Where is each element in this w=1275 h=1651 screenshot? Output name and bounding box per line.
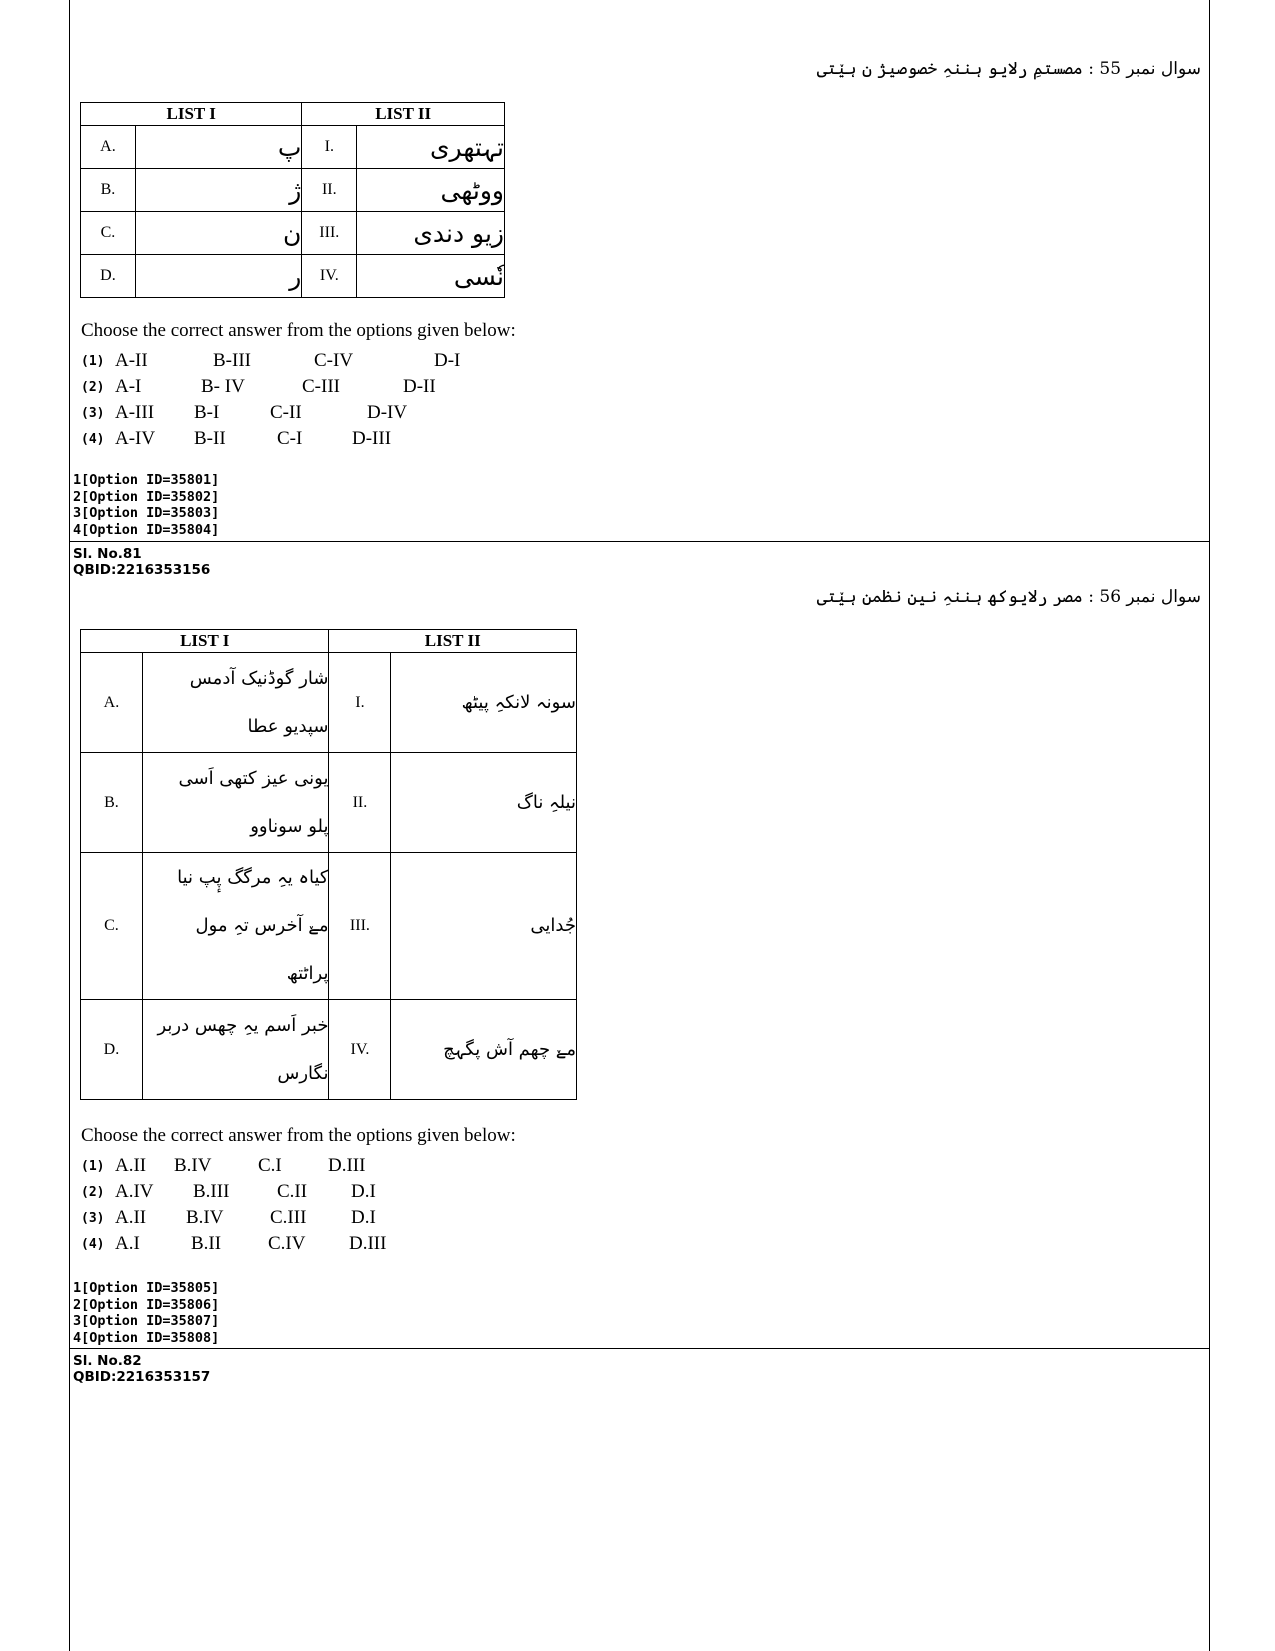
row-value: مےٚ چھم آش پگہچ bbox=[391, 1000, 577, 1100]
option-part: D.I bbox=[351, 1207, 376, 1228]
serial-number: Sl. No.81 bbox=[73, 546, 142, 562]
row-key: B. bbox=[81, 169, 136, 212]
option-id: 4[Option ID=35804] bbox=[73, 521, 220, 538]
row-value bbox=[142, 1000, 329, 1100]
row-value-line: نگارس bbox=[277, 1062, 329, 1084]
list-1-header: LIST I bbox=[81, 630, 329, 653]
row-value bbox=[142, 653, 329, 753]
row-value: ن bbox=[135, 212, 302, 255]
row-key: IV. bbox=[329, 1000, 391, 1100]
option-number: (4) bbox=[81, 1237, 105, 1252]
serial-number: Sl. No.82 bbox=[73, 1353, 142, 1369]
question-meta-82 bbox=[73, 1353, 210, 1385]
row-key: II. bbox=[302, 169, 357, 212]
option-number: (3) bbox=[81, 1211, 105, 1226]
row-key: II. bbox=[329, 753, 391, 853]
option-part: C.II bbox=[277, 1181, 308, 1202]
option-id: 3[Option ID=35807] bbox=[73, 1313, 220, 1329]
option-part: C.I bbox=[258, 1155, 282, 1176]
option-part: A-III bbox=[115, 402, 155, 423]
question-divider bbox=[69, 541, 1210, 542]
option-part: C-III bbox=[302, 376, 340, 397]
option-part: B-I bbox=[194, 402, 220, 423]
option-part: B.IV bbox=[174, 1155, 212, 1176]
row-key: C. bbox=[81, 853, 143, 1000]
option-part: D.I bbox=[351, 1181, 376, 1202]
option-part: B-III bbox=[213, 350, 251, 371]
row-value: نٗسی bbox=[357, 255, 505, 298]
option-number: (1) bbox=[81, 354, 105, 369]
match-table-q55 bbox=[80, 102, 505, 298]
option-id-list bbox=[73, 472, 219, 538]
row-value-line: پراٹتھ bbox=[286, 963, 329, 984]
qbid: QBID:2216353157 bbox=[73, 1369, 211, 1385]
row-value: نیلہِ ناگ bbox=[391, 753, 577, 853]
option-part: A.II bbox=[115, 1207, 147, 1228]
option-part: D.III bbox=[349, 1233, 387, 1254]
row-key: D. bbox=[81, 255, 136, 298]
option-part: A.II bbox=[115, 1155, 147, 1176]
option-id: 2[Option ID=35802] bbox=[73, 488, 220, 505]
option-part: B-II bbox=[194, 428, 226, 449]
option-number: (3) bbox=[81, 406, 105, 421]
option-id: 1[Option ID=35805] bbox=[73, 1280, 220, 1296]
list-2-header: LIST II bbox=[329, 630, 577, 653]
option-id: 2[Option ID=35806] bbox=[73, 1296, 220, 1313]
option-id: 4[Option ID=35808] bbox=[73, 1329, 220, 1346]
row-key: I. bbox=[302, 126, 357, 169]
question-divider bbox=[69, 1348, 1210, 1349]
option-id: 1[Option ID=35801] bbox=[73, 472, 220, 488]
row-value: جُدایی bbox=[391, 853, 577, 1000]
row-key: A. bbox=[81, 653, 143, 753]
row-key: C. bbox=[81, 212, 136, 255]
option-part: A.IV bbox=[115, 1181, 154, 1202]
row-value-line: کیاہ یہِ مرگگ پٕپ نیا bbox=[177, 867, 329, 888]
option-part: B- IV bbox=[201, 376, 245, 397]
row-key: D. bbox=[81, 1000, 143, 1100]
row-value: زیو دندی bbox=[357, 212, 505, 255]
choose-instruction: Choose the correct answer from the options given below: bbox=[81, 1125, 516, 1146]
option-part: C-I bbox=[277, 428, 303, 449]
row-value: ژ bbox=[135, 169, 302, 212]
list-2-header: LIST II bbox=[302, 103, 505, 126]
option-part: C-IV bbox=[314, 350, 354, 371]
row-value: ووٹھی bbox=[357, 169, 505, 212]
option-part: A-IV bbox=[115, 428, 156, 449]
option-part: A.I bbox=[115, 1233, 140, 1254]
option-part: C-II bbox=[270, 402, 302, 423]
row-key: IV. bbox=[302, 255, 357, 298]
match-table-q56 bbox=[80, 629, 577, 1100]
option-part: D.III bbox=[328, 1155, 366, 1176]
row-value-line: شار گوڈنیک آدمس bbox=[189, 667, 329, 689]
qbid: QBID:2216353156 bbox=[73, 562, 211, 578]
row-value-line: یونی عیز کتھی اَسی bbox=[178, 767, 329, 789]
option-part: B.IV bbox=[186, 1207, 224, 1228]
list-1-header: LIST I bbox=[81, 103, 302, 126]
option-part: D-IV bbox=[367, 402, 408, 423]
option-part: A-II bbox=[115, 350, 148, 371]
option-number: (2) bbox=[81, 1185, 105, 1200]
option-id: 3[Option ID=35803] bbox=[73, 505, 220, 521]
choose-instruction: Choose the correct answer from the options given below: bbox=[81, 320, 516, 341]
row-value bbox=[142, 853, 329, 1000]
option-part: B.III bbox=[193, 1181, 230, 1202]
question-56-text: سوال نمبر 56 : مصر رلایوکھ ہننہِ نین نظمن ہیٚتی bbox=[816, 587, 1201, 607]
row-value: پ bbox=[135, 126, 302, 169]
row-value: ر bbox=[135, 255, 302, 298]
option-id-list bbox=[73, 1280, 219, 1346]
row-key: III. bbox=[302, 212, 357, 255]
row-value: سونہ لانکہِ پیٹھ bbox=[391, 653, 577, 753]
option-part: D-II bbox=[403, 376, 436, 397]
option-part: D-III bbox=[352, 428, 392, 449]
option-part: B.II bbox=[191, 1233, 222, 1254]
option-number: (4) bbox=[81, 432, 105, 447]
row-value: تہتھری bbox=[357, 126, 505, 169]
row-value bbox=[142, 753, 329, 853]
row-value-line: سپدیو عطا bbox=[247, 715, 329, 737]
option-part: D-I bbox=[434, 350, 461, 371]
option-part: C.IV bbox=[268, 1233, 306, 1254]
row-key: A. bbox=[81, 126, 136, 169]
option-number: (2) bbox=[81, 380, 105, 395]
option-part: C.III bbox=[270, 1207, 307, 1228]
option-number: (1) bbox=[81, 1159, 105, 1174]
question-55-text: سوال نمبر 55 : مصستمِ رلایو ہننہِ خصوصیژ ن ہیٚتی bbox=[816, 59, 1201, 79]
row-value-line: مےٚ آخرس تہِ مول bbox=[195, 915, 329, 936]
question-meta-81 bbox=[73, 546, 210, 578]
row-key: I. bbox=[329, 653, 391, 753]
row-key: B. bbox=[81, 753, 143, 853]
row-key: III. bbox=[329, 853, 391, 1000]
option-part: A-I bbox=[115, 376, 142, 397]
row-value-line: خبر اَسم یہِ چھس دربر bbox=[157, 1014, 329, 1036]
row-value-line: پلو سوناوو bbox=[250, 815, 329, 837]
